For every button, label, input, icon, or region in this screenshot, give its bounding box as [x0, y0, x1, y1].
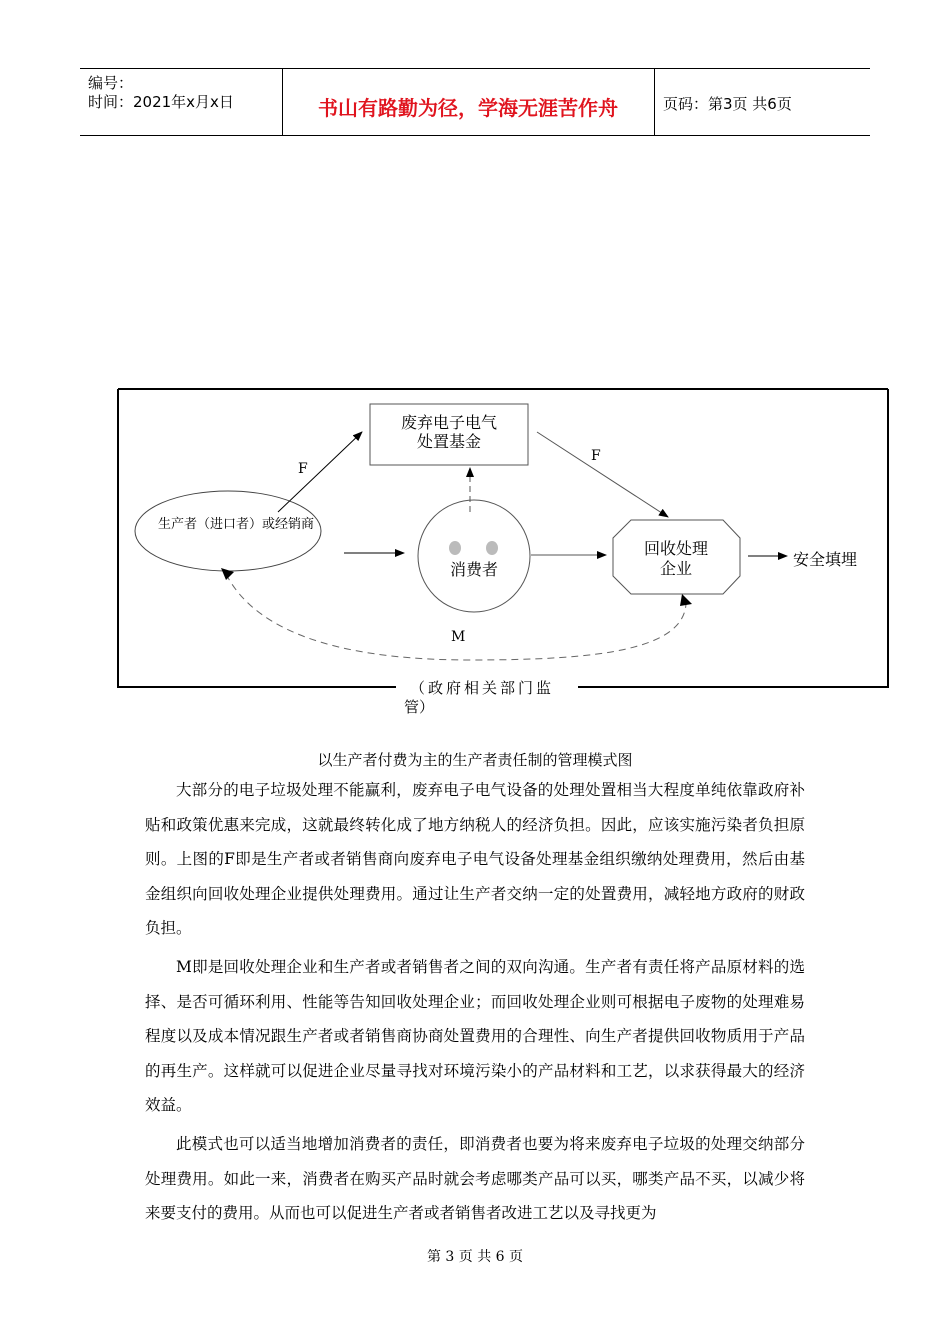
- consumer-left-eye-icon: [449, 541, 461, 555]
- paragraph-2: M即是回收处理企业和生产者或者销售者之间的双向沟通。生产者有责任将产品原材料的选择、是否可循环利用、性能等告知回收处理企业；而回收处理企业则可根据电子废物的处理难易程度以及成本情况跟生产者或者销售商协商处置费用的合理性、向生产者提供回收物质用于产品的再生产。这样就可以促进企业尽量寻找对环境污染小的产品材料和工艺，以求获得最大的经济效益。: [145, 957, 805, 1115]
- fund-label-line2: 处置基金: [416, 432, 482, 451]
- m-arrowhead-recycler: [680, 594, 692, 606]
- recycler-label-line1: 回收处理: [643, 539, 709, 558]
- consumer-circle: [418, 500, 530, 612]
- f-label-left: F: [298, 461, 308, 477]
- safe-landfill-label: 安全填埋: [793, 550, 858, 569]
- arrow-producer-to-fund: [278, 432, 362, 512]
- header-motto: 书山有路勤为径，学海无涯苦作舟: [318, 96, 618, 120]
- consumer-right-eye-icon: [486, 541, 498, 555]
- m-label: M: [451, 629, 466, 645]
- diagram-caption: 以生产者付费为主的生产者责任制的管理模式图: [317, 751, 633, 769]
- producer-label: 生产者（进口者）或经销商: [157, 517, 315, 532]
- arrow-fund-to-recycler: [537, 432, 668, 517]
- supervision-label-line1: （政府相关部门监: [410, 679, 555, 697]
- paragraph-1: 大部分的电子垃圾处理不能赢利，废弃电子电气设备的处理处置相当大程度单纯依靠政府补贴和政策优惠来完成，这就最终转化成了地方纳税人的经济负担。因此，应该实施污染者负担原则。上图的F即是生产者或者销售商向废弃电子电气设备处理基金组织缴纳处理费用，然后由基金组织向回收处理企业提供处理费用。通过让生产者交纳一定的处置费用，减轻地方政府的财政负担。: [145, 781, 805, 938]
- recycler-label-line2: 企业: [659, 559, 693, 578]
- body-text: [145, 773, 805, 1231]
- header-number-label: 编号：: [88, 74, 134, 92]
- header-time-label: 时间：2021年x月x日: [88, 93, 234, 111]
- page-footer: 第 3 页 共 6 页: [426, 1249, 524, 1265]
- supervision-label-line2: 管）: [404, 698, 435, 716]
- fund-label-line1: 废弃电子电气: [400, 413, 498, 432]
- consumer-label: 消费者: [449, 560, 499, 579]
- paragraph-3: 此模式也可以适当地增加消费者的责任，即消费者也要为将来废弃电子垃圾的处理交纳部分处理费用。如此一来，消费者在购买产品时就会考虑哪类产品可以买，哪类产品不买，以减少将来要支付的费用。从而也可以促进生产者或者销售者改进工艺以及寻找更为: [145, 1134, 805, 1223]
- header-page-label: 页码：第3页 共6页: [663, 95, 792, 113]
- f-label-right: F: [591, 448, 601, 464]
